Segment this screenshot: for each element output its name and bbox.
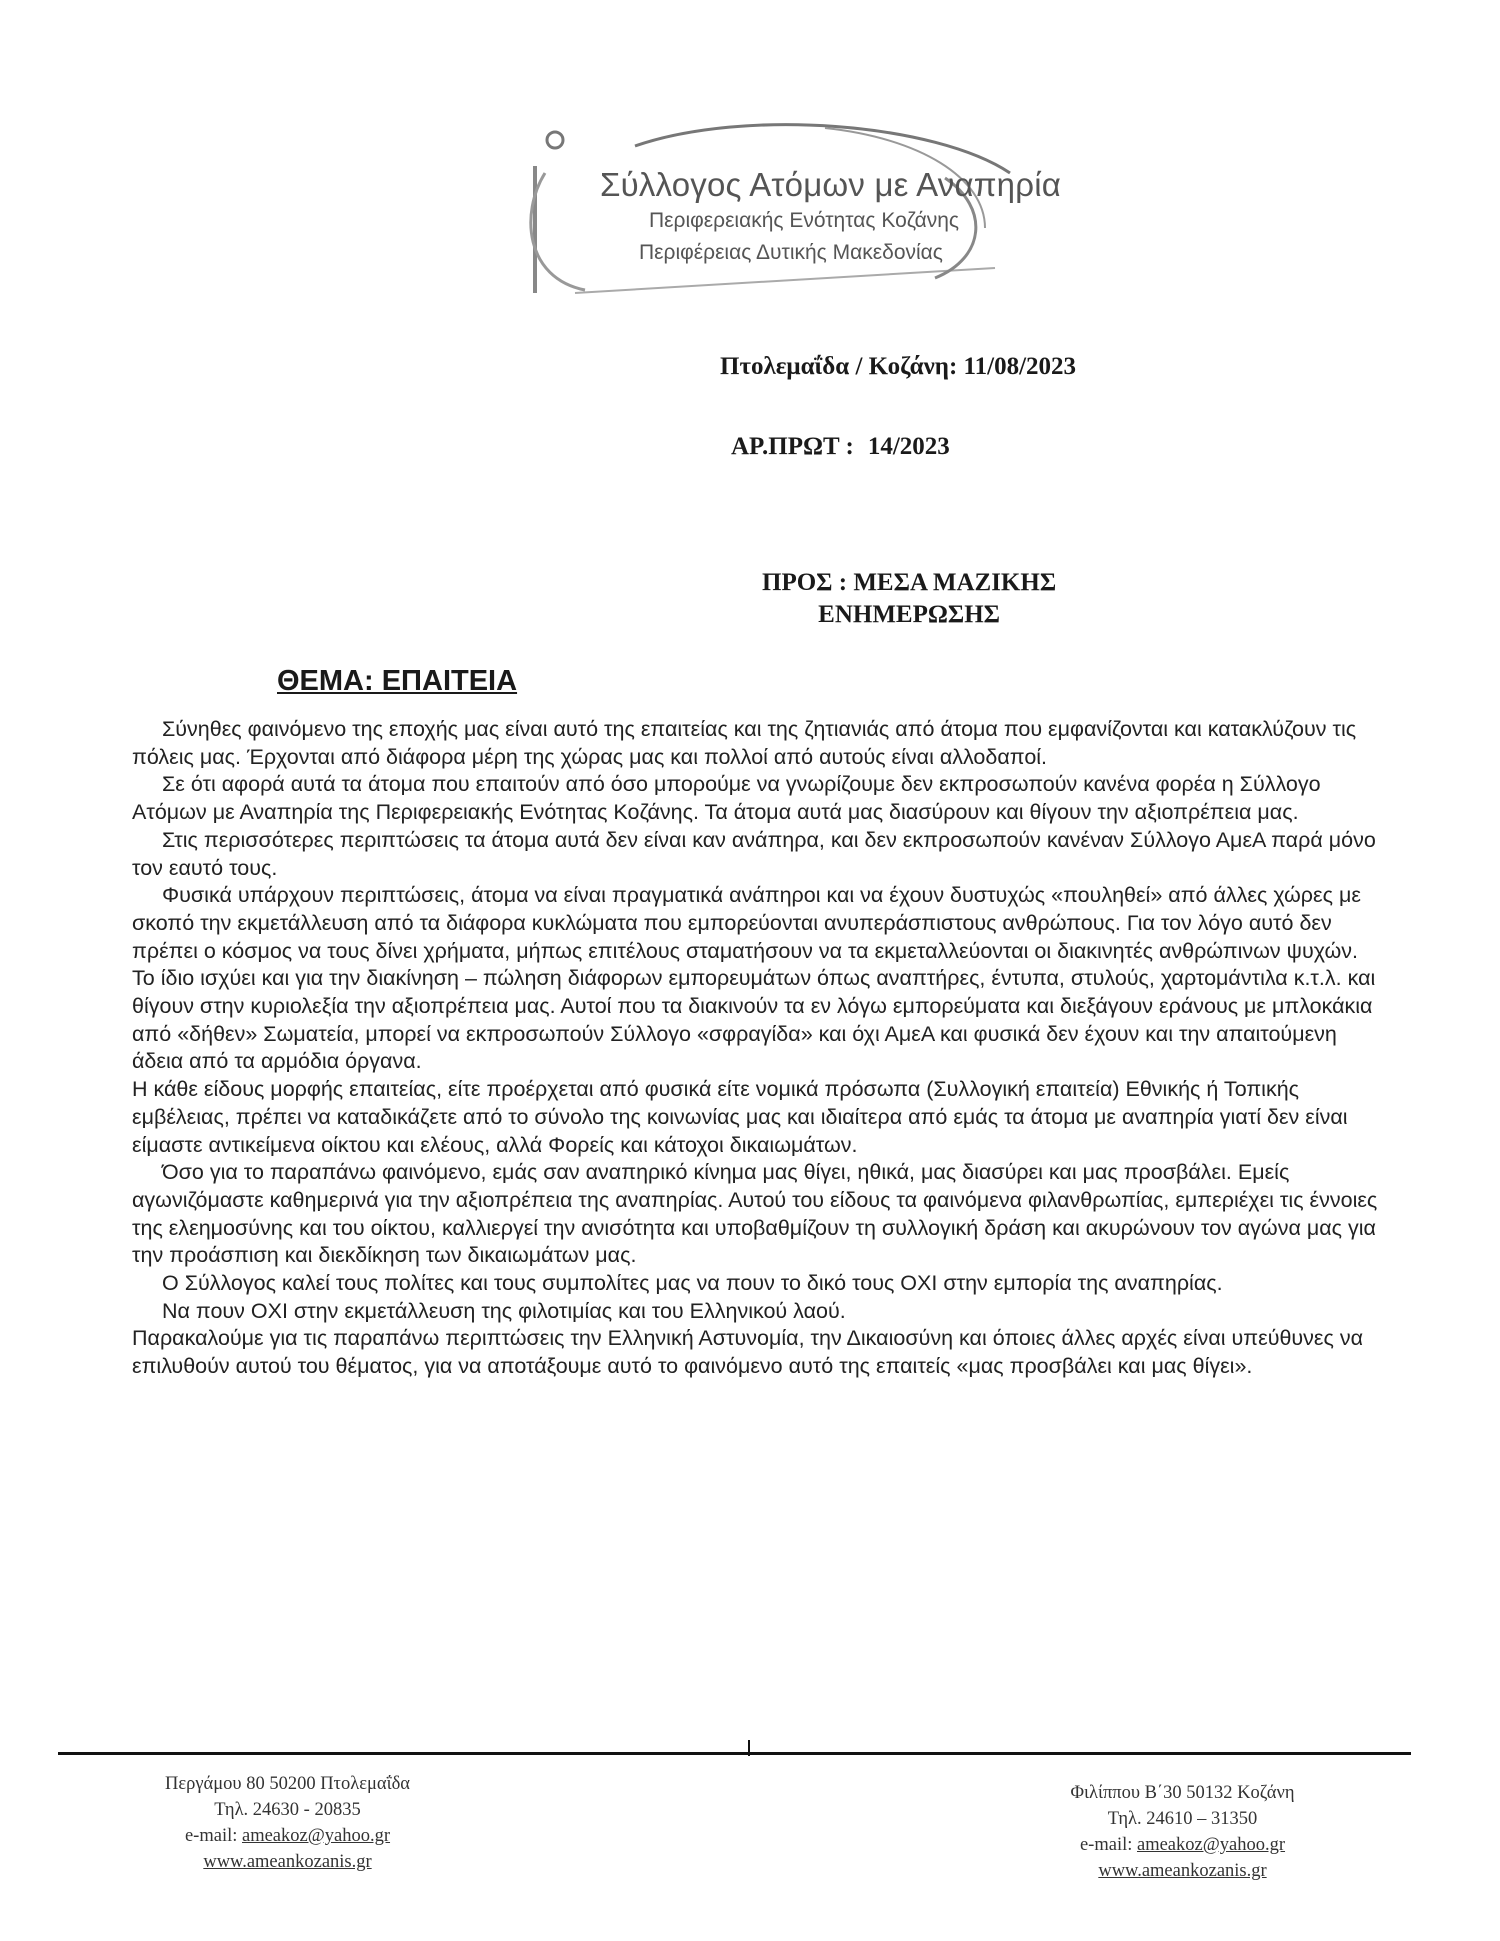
recipient-line1: ΠΡΟΣ : ΜΕΣΑ ΜΑΖΙΚΗΣ	[762, 569, 1057, 596]
footer-left-email-row	[135, 1823, 440, 1849]
footer-left-address: Περγάμου 80 50200 Πτολεμαΐδα	[165, 1774, 410, 1794]
recipient	[762, 567, 1056, 631]
logo-subtitle-line2: Περιφερειακής Ενότητας Κοζάνης	[649, 209, 960, 232]
letter-body	[132, 716, 1382, 1381]
recipient-line2: ΕΝΗΜΕΡΩΣΗΣ	[818, 601, 1001, 628]
dateline: Πτολεμαΐδα / Κοζάνη: 11/08/2023	[720, 353, 1077, 380]
logo-title: Σύλλογος Ατόμων με Αναπηρία	[600, 166, 1062, 203]
footer-right-address: Φιλίππου Β΄30 50132 Κοζάνη	[1070, 1783, 1295, 1803]
footer-right-email-label: e-mail:	[1079, 1835, 1133, 1855]
footer-right-website-link[interactable]: www.ameankozanis.gr	[1098, 1861, 1267, 1881]
footer-left-email-label: e-mail:	[184, 1826, 238, 1846]
paragraph-10: Παρακαλούμε για τις παραπάνω περιπτώσεις την Ελληνική Αστυνομία, την Δικαιοσύνη και όποιες άλλες αρχές είναι υπεύθυνες να επιλυθούν αυτού του θέματος, για να αποτάξουμε αυτό το φαινόμενο αυτό της επαιτείς «μας προσβάλει και μας θίγει».	[132, 1326, 1364, 1379]
footer-divider	[58, 1752, 1411, 1755]
paragraph-6: Η κάθε είδους μορφής επαιτείας, είτε προέρχεται από φυσικά είτε νομικά πρόσωπα (Συλλογική επαιτεία) Εθνικής ή Τοπικής εμβέλειας, πρέπει να καταδικάζετε από το σύνολο της κοινωνίας μας και ιδιαίτερα από εμάς τα άτομα με αναπηρία γιατί δεν είναι είμαστε αντικείμενα οίκτου και ελέους, αλλά Φορείς και κάτοχοι δικαιωμάτων.	[132, 1077, 1348, 1157]
organization-logo	[515, 118, 1062, 303]
paragraph-4: Φυσικά υπάρχουν περιπτώσεις, άτομα να είναι πραγματικά ανάπηροι και να έχουν δυστυχώς «πουληθεί» από άλλες χώρες με σκοπό την εκμετάλλευση από τα διάφορα κυκλώματα που εμπορεύονται ανυπεράσπιστους ανθρώπους. Για τον λόγο αυτό δεν πρέπει ο κόσμος να τους δίνει χρήματα, μήπως επιτέλους σταματήσουν να τα εκμεταλλεύονται οι διακινητές ανθρώπινων ψυχών.	[132, 883, 1361, 963]
footer-left-website-link[interactable]: www.ameankozanis.gr	[203, 1852, 372, 1872]
paragraph-3: Στις περισσότερες περιπτώσεις τα άτομα αυτά δεν είναι καν ανάπηρα, και δεν εκπροσωπούν κανέναν Σύλλογο ΑμεΑ παρά μόνο τον εαυτό τους.	[132, 827, 1376, 880]
protocol-value: 14/2023	[867, 433, 950, 460]
footer-divider-tick	[748, 1740, 750, 1756]
paragraph-5: Το ίδιο ισχύει και για την διακίνηση – πώληση διάφορων εμπορευμάτων όπως αναπτήρες, έντυπα, στυλούς, χαρτομάντιλα κ.τ.λ. και θίγουν στην κυριολεξία την αξιοπρέπεια μας. Αυτοί που τα διακινούν τα εν λόγω εμπορεύματα και διεξάγουν εράνους με μπλοκάκια από «δήθεν» Σωματεία, μπορεί να εκπροσωπούν Σύλλογο «σφραγίδα» και όχι ΑμεΑ και φυσικά δεν έχουν και την απαιτούμενη άδεια από τα αρμόδια όργανα.	[132, 966, 1376, 1074]
protocol-label: ΑΡ.ΠΡΩΤ :	[731, 433, 854, 460]
footer-right-email-row	[1030, 1832, 1335, 1858]
footer-left-email-link[interactable]: ameakoz@yahoo.gr	[242, 1826, 391, 1846]
footer-left-phone: Τηλ. 24630 - 20835	[214, 1800, 361, 1820]
protocol-number	[731, 433, 950, 461]
paragraph-7: Όσο για το παραπάνω φαινόμενο, εμάς σαν αναπηρικό κίνημα μας θίγει, ηθικά, μας διασύρει και μας προσβάλει. Εμείς αγωνιζόμαστε καθημερινά για την αξιοπρέπεια της αναπηρίας. Αυτού του είδους τα φαινόμενα φιλανθρωπίας, εμπεριέχει τις έννοιες της ελεημοσύνης και του οίκτου, καλλιεργεί την ανισότητα και υποβαθμίζουν τη συλλογική δράση και ακυρώνουν τον αγώνα μας για την προάσπιση και διεκδίκηση των δικαιωμάτων μας.	[132, 1160, 1378, 1268]
footer-ptolemaida-office	[135, 1771, 440, 1875]
footer-right-phone: Τηλ. 24610 – 31350	[1107, 1809, 1258, 1829]
paragraph-9: Να πουν ΟΧΙ στην εκμετάλλευση της φιλοτιμίας και του Ελληνικού λαού.	[162, 1298, 846, 1323]
paragraph-2: Σε ότι αφορά αυτά τα άτομα που επαιτούν από όσο μπορούμε να γνωρίζουμε δεν εκπροσωπούν κανένα φορέα η Σύλλογο Ατόμων με Αναπηρία της Περιφερειακής Ενότητας Κοζάνης. Τα άτομα αυτά μας διασύρουν και θίγουν την αξιοπρέπεια μας.	[132, 772, 1321, 825]
paragraph-8: Ο Σύλλογος καλεί τους πολίτες και τους συμπολίτες μας να πουν το δικό τους ΟΧΙ στην εμπορία της αναπηρίας.	[162, 1271, 1223, 1296]
footer-kozani-office	[1030, 1780, 1335, 1884]
paragraph-1: Σύνηθες φαινόμενο της εποχής μας είναι αυτό της επαιτείας και της ζητιανιάς από άτομα που εμφανίζονται και κατακλύζουν τις πόλεις μας. Έρχονται από διάφορα μέρη της χώρας μας και πολλοί από αυτούς είναι αλλοδαποί.	[132, 717, 1357, 769]
subject-heading: ΘΕΜΑ: ΕΠΑΙΤΕΙΑ	[277, 665, 518, 697]
footer-right-email-link[interactable]: ameakoz@yahoo.gr	[1137, 1835, 1286, 1855]
logo-subtitle-line3: Περιφέρειας Δυτικής Μακεδονίας	[639, 241, 943, 264]
